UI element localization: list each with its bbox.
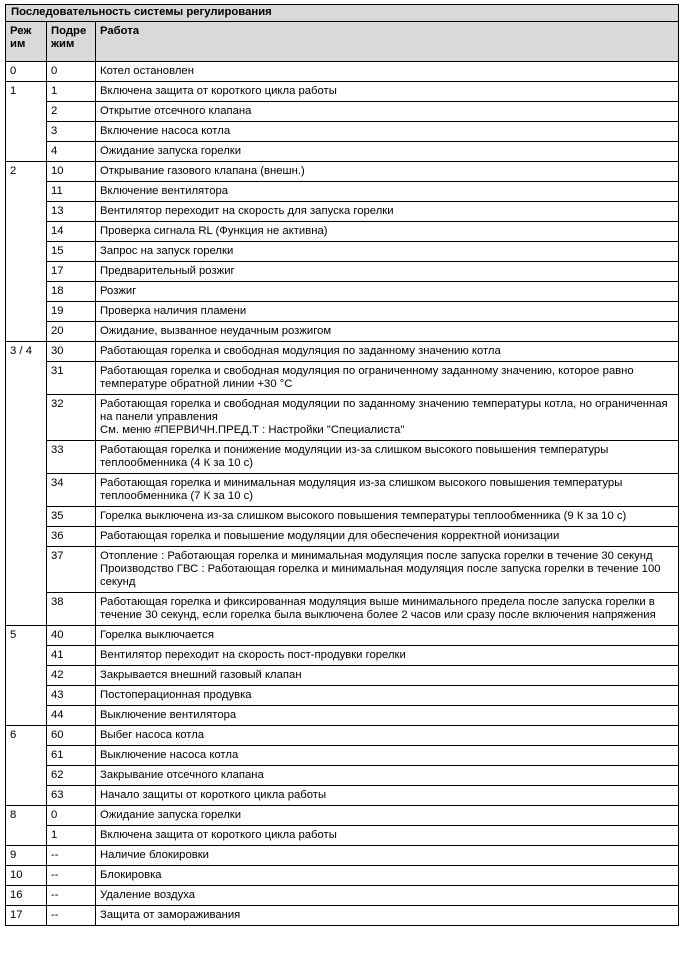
cell-mode — [6, 122, 47, 142]
cell-submode: 33 — [47, 441, 96, 474]
cell-mode — [6, 507, 47, 527]
cell-mode — [6, 547, 47, 593]
cell-submode: 30 — [47, 342, 96, 362]
cell-work: Вентилятор переходит на скорость пост-продувки горелки — [96, 646, 679, 666]
table-row — [6, 182, 679, 202]
cell-submode: 63 — [47, 786, 96, 806]
table-row — [6, 474, 679, 507]
cell-work: Отопление : Работающая горелка и минимальная модуляция после запуска горелки в течение 30 секунд Производство ГВС : Работающая горелка и минимальная модуляция после запуска горелки в течение 100 секунд — [96, 547, 679, 593]
table-row — [6, 726, 679, 746]
cell-mode — [6, 666, 47, 686]
cell-submode: -- — [47, 886, 96, 906]
cell-work: Ожидание запуска горелки — [96, 806, 679, 826]
cell-mode: 2 — [6, 162, 47, 182]
cell-mode — [6, 527, 47, 547]
cell-mode — [6, 322, 47, 342]
cell-mode: 3 / 4 — [6, 342, 47, 362]
cell-submode: -- — [47, 866, 96, 886]
cell-mode — [6, 362, 47, 395]
table-row — [6, 826, 679, 846]
cell-submode: 61 — [47, 746, 96, 766]
table-row — [6, 395, 679, 441]
cell-work: Проверка наличия пламени — [96, 302, 679, 322]
cell-submode: 17 — [47, 262, 96, 282]
cell-work: Проверка сигнала RL (Функция не активна) — [96, 222, 679, 242]
cell-mode — [6, 282, 47, 302]
cell-work: Работающая горелка и свободная модуляция по ограниченному заданному значению, которое равно температуре обратной линии +30 °C — [96, 362, 679, 395]
cell-submode: 15 — [47, 242, 96, 262]
table-row — [6, 102, 679, 122]
cell-work: Работающая горелка и свободная модуляции по заданному значению температуры котла, но ограниченная на панели управления См. меню #ПЕРВИЧН.ПРЕД.Т : Настройки "Специалиста" — [96, 395, 679, 441]
cell-submode: 4 — [47, 142, 96, 162]
table-row — [6, 547, 679, 593]
cell-work: Открытие отсечного клапана — [96, 102, 679, 122]
cell-work: Закрывание отсечного клапана — [96, 766, 679, 786]
cell-submode: 19 — [47, 302, 96, 322]
cell-work: Предварительный розжиг — [96, 262, 679, 282]
cell-submode: 36 — [47, 527, 96, 547]
cell-submode: 37 — [47, 547, 96, 593]
cell-submode: 18 — [47, 282, 96, 302]
cell-mode — [6, 826, 47, 846]
table-row — [6, 786, 679, 806]
cell-work: Защита от замораживания — [96, 906, 679, 926]
cell-submode: 34 — [47, 474, 96, 507]
cell-work: Закрывается внешний газовый клапан — [96, 666, 679, 686]
cell-mode: 6 — [6, 726, 47, 746]
table-row — [6, 686, 679, 706]
cell-mode — [6, 262, 47, 282]
cell-mode: 0 — [6, 62, 47, 82]
cell-mode: 5 — [6, 626, 47, 646]
cell-work: Выбег насоса котла — [96, 726, 679, 746]
cell-submode: 31 — [47, 362, 96, 395]
cell-work: Наличие блокировки — [96, 846, 679, 866]
cell-mode: 9 — [6, 846, 47, 866]
table-row — [6, 282, 679, 302]
cell-submode: -- — [47, 846, 96, 866]
table-row — [6, 202, 679, 222]
control-sequence-table — [5, 4, 679, 926]
cell-mode: 1 — [6, 82, 47, 102]
cell-submode: 10 — [47, 162, 96, 182]
cell-work: Работающая горелка и повышение модуляции для обеспечения корректной ионизации — [96, 527, 679, 547]
cell-mode: 17 — [6, 906, 47, 926]
cell-submode: 13 — [47, 202, 96, 222]
cell-mode — [6, 182, 47, 202]
table-row — [6, 806, 679, 826]
table-row — [6, 846, 679, 866]
table-row — [6, 706, 679, 726]
cell-mode — [6, 474, 47, 507]
column-header-submode: Подре жим — [47, 22, 96, 62]
cell-work: Розжиг — [96, 282, 679, 302]
table-body — [6, 62, 679, 926]
cell-work: Горелка выключена из-за слишком высокого повышения температуры теплообменника (9 К за 10 с) — [96, 507, 679, 527]
table-row — [6, 322, 679, 342]
cell-mode — [6, 646, 47, 666]
cell-submode: 0 — [47, 806, 96, 826]
table-row — [6, 906, 679, 926]
cell-work: Запрос на запуск горелки — [96, 242, 679, 262]
table-row — [6, 866, 679, 886]
column-header-mode: Реж им — [6, 22, 47, 62]
cell-submode: -- — [47, 906, 96, 926]
table-row — [6, 646, 679, 666]
cell-mode — [6, 222, 47, 242]
cell-work: Котел остановлен — [96, 62, 679, 82]
cell-mode — [6, 202, 47, 222]
cell-mode — [6, 766, 47, 786]
cell-work: Включена защита от короткого цикла работы — [96, 826, 679, 846]
cell-submode: 11 — [47, 182, 96, 202]
cell-work: Ожидание запуска горелки — [96, 142, 679, 162]
cell-submode: 1 — [47, 826, 96, 846]
table-row — [6, 441, 679, 474]
cell-work: Работающая горелка и минимальная модуляция из-за слишком высокого повышения температуры теплообменника (7 К за 10 с) — [96, 474, 679, 507]
table-row — [6, 766, 679, 786]
cell-work: Постоперационная продувка — [96, 686, 679, 706]
table-row — [6, 222, 679, 242]
table-row — [6, 362, 679, 395]
cell-work: Работающая горелка и фиксированная модуляция выше минимального предела после запуска горелки в течение 30 секунд, если горелка была выключена более 2 часов или сразу после включения напряжения — [96, 593, 679, 626]
cell-mode — [6, 395, 47, 441]
cell-work: Включена защита от короткого цикла работы — [96, 82, 679, 102]
table-row — [6, 746, 679, 766]
cell-work: Выключение насоса котла — [96, 746, 679, 766]
table-row — [6, 527, 679, 547]
cell-work: Удаление воздуха — [96, 886, 679, 906]
cell-submode: 35 — [47, 507, 96, 527]
cell-submode: 44 — [47, 706, 96, 726]
cell-work: Начало защиты от короткого цикла работы — [96, 786, 679, 806]
cell-work: Работающая горелка и понижение модуляции из-за слишком высокого повышения температуры теплообменника (4 К за 10 с) — [96, 441, 679, 474]
cell-submode: 62 — [47, 766, 96, 786]
cell-submode: 41 — [47, 646, 96, 666]
cell-work: Работающая горелка и свободная модуляция по заданному значению котла — [96, 342, 679, 362]
table-row — [6, 507, 679, 527]
cell-work: Выключение вентилятора — [96, 706, 679, 726]
cell-submode: 38 — [47, 593, 96, 626]
table-row — [6, 122, 679, 142]
cell-mode — [6, 593, 47, 626]
cell-work: Включение насоса котла — [96, 122, 679, 142]
cell-submode: 20 — [47, 322, 96, 342]
cell-work: Ожидание, вызванное неудачным розжигом — [96, 322, 679, 342]
cell-submode: 0 — [47, 62, 96, 82]
table-row — [6, 886, 679, 906]
cell-work: Горелка выключается — [96, 626, 679, 646]
cell-mode — [6, 786, 47, 806]
cell-submode: 32 — [47, 395, 96, 441]
table-row — [6, 302, 679, 322]
table-row — [6, 242, 679, 262]
cell-mode — [6, 302, 47, 322]
cell-work: Открывание газового клапана (внешн.) — [96, 162, 679, 182]
cell-mode: 16 — [6, 886, 47, 906]
table-row — [6, 342, 679, 362]
cell-mode: 8 — [6, 806, 47, 826]
cell-mode — [6, 686, 47, 706]
cell-mode — [6, 102, 47, 122]
cell-submode: 42 — [47, 666, 96, 686]
table-row — [6, 593, 679, 626]
cell-submode: 14 — [47, 222, 96, 242]
table-row — [6, 626, 679, 646]
table-row — [6, 666, 679, 686]
table-row — [6, 142, 679, 162]
table-row — [6, 62, 679, 82]
table-row — [6, 82, 679, 102]
cell-mode — [6, 746, 47, 766]
table-row — [6, 162, 679, 182]
cell-work: Вентилятор переходит на скорость для запуска горелки — [96, 202, 679, 222]
cell-mode — [6, 441, 47, 474]
column-header-work: Работа — [96, 22, 679, 62]
cell-submode: 40 — [47, 626, 96, 646]
cell-mode — [6, 242, 47, 262]
cell-work: Блокировка — [96, 866, 679, 886]
cell-submode: 60 — [47, 726, 96, 746]
cell-mode — [6, 142, 47, 162]
cell-mode — [6, 706, 47, 726]
cell-mode: 10 — [6, 866, 47, 886]
table-row — [6, 262, 679, 282]
cell-submode: 2 — [47, 102, 96, 122]
cell-submode: 43 — [47, 686, 96, 706]
cell-submode: 1 — [47, 82, 96, 102]
cell-work: Включение вентилятора — [96, 182, 679, 202]
table-title: Последовательность системы регулирования — [6, 5, 679, 22]
cell-submode: 3 — [47, 122, 96, 142]
